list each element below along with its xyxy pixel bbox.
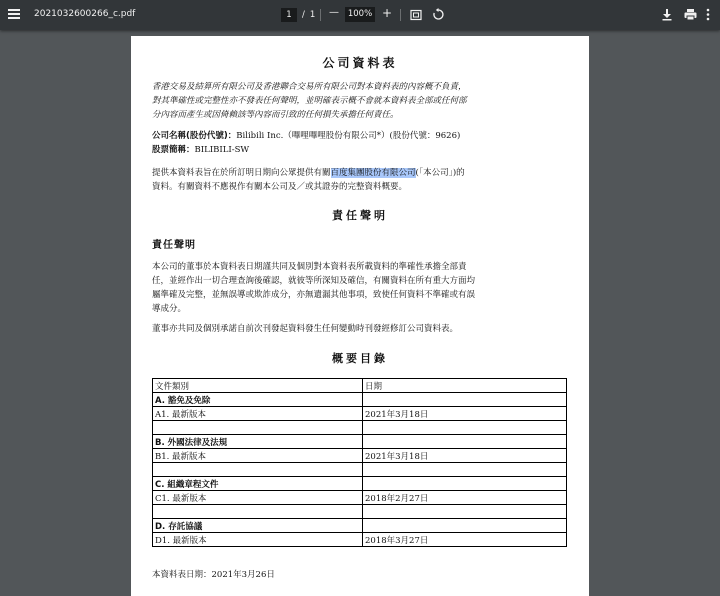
table-section-row bbox=[153, 519, 567, 533]
table-row bbox=[153, 407, 567, 421]
doc-type-cell: C1. 最新版本 bbox=[153, 491, 363, 505]
total-pages: 1 bbox=[309, 10, 316, 20]
responsibility-subheading: 責任聲明 bbox=[152, 240, 196, 251]
paragraph-line: 任，並經作出一切合理查詢後確認，就彼等所深知及確信，有關資料在所有重大方面均 bbox=[152, 276, 476, 286]
date-cell bbox=[363, 477, 567, 491]
more-vert-icon bbox=[706, 8, 710, 21]
responsibility-paragraph bbox=[152, 260, 577, 316]
page-separator: / bbox=[302, 10, 305, 20]
doc-type-cell bbox=[153, 505, 363, 519]
company-name-row bbox=[152, 129, 572, 143]
print-icon bbox=[684, 8, 697, 21]
doc-type-cell: A1. 最新版本 bbox=[153, 407, 363, 421]
company-name-value: Bilibili Inc.（嗶哩嗶哩股份有限公司*）(股份代號：9626) bbox=[236, 131, 461, 141]
table-section-row bbox=[153, 393, 567, 407]
stock-short-name-row bbox=[152, 143, 572, 157]
table-row bbox=[153, 449, 567, 463]
date-cell: 2018年2月27日 bbox=[363, 491, 567, 505]
page-number-input[interactable]: 1 bbox=[281, 8, 297, 22]
paragraph-line: 屬準確及完整，並無誤導或欺詐成分，亦無遺漏其他事項，致使任何資料不準確或有誤 bbox=[152, 290, 476, 300]
doc-type-cell: A. 豁免及免除 bbox=[153, 393, 363, 407]
table-row bbox=[153, 533, 567, 547]
paragraph-line: 導成分。 bbox=[152, 304, 187, 314]
summary-table bbox=[152, 378, 567, 547]
intro-text: 提供本資料表旨在於所訂明日期向公眾提供有關 bbox=[152, 168, 331, 178]
table-row bbox=[153, 463, 567, 477]
zoom-in-button[interactable]: + bbox=[381, 6, 393, 20]
download-icon bbox=[661, 8, 673, 21]
date-cell: 2018年3月27日 bbox=[363, 533, 567, 547]
rotate-button[interactable] bbox=[432, 8, 445, 24]
more-options-button[interactable] bbox=[706, 8, 710, 24]
document-title: 公司資料表 bbox=[322, 56, 398, 70]
doc-type-cell: D. 存託協議 bbox=[153, 519, 363, 533]
disclaimer-line: 分內容而產生或因倚賴該等內容而引致的任何損失承擔任何責任。 bbox=[152, 110, 399, 120]
paragraph-line: 本公司的董事於本資料表日期謹共同及個別對本資料表所載資料的準確性承擔全部責 bbox=[152, 262, 467, 272]
fit-to-page-button[interactable] bbox=[410, 9, 422, 24]
stock-short-value: BILIBILI-SW bbox=[194, 145, 250, 155]
date-cell bbox=[363, 393, 567, 407]
doc-type-cell bbox=[153, 421, 363, 435]
header-doc-type: 文件類別 bbox=[153, 379, 363, 393]
date-cell bbox=[363, 519, 567, 533]
table-row bbox=[153, 491, 567, 505]
intro-line: 資料。有關資料不應視作有關本公司及／或其證券的完整資料概要。 bbox=[152, 182, 408, 192]
table-section-row bbox=[153, 477, 567, 491]
header-date: 日期 bbox=[363, 379, 567, 393]
company-name-label: 公司名稱(股份代號)： bbox=[152, 131, 237, 141]
doc-type-cell: B. 外國法律及法規 bbox=[153, 435, 363, 449]
page-indicator bbox=[281, 7, 315, 23]
table-header-row bbox=[153, 379, 567, 393]
stock-short-label: 股票簡稱： bbox=[152, 145, 195, 155]
toolbar-divider bbox=[400, 9, 401, 21]
date-cell bbox=[363, 421, 567, 435]
table-section-row bbox=[153, 435, 567, 449]
download-button[interactable] bbox=[661, 8, 673, 24]
fit-page-icon bbox=[410, 9, 422, 21]
footer-date: 本資料表日期：2021年3月26日 bbox=[152, 570, 275, 580]
responsibility-heading: 責任聲明 bbox=[332, 209, 388, 222]
pdf-toolbar bbox=[0, 0, 720, 30]
company-info bbox=[152, 129, 572, 157]
disclaimer-line: 香港交易及結算所有限公司及香港聯合交易所有限公司對本資料表的內容概不負責， bbox=[152, 82, 467, 92]
table-row bbox=[153, 421, 567, 435]
date-cell: 2021年3月18日 bbox=[363, 407, 567, 421]
update-paragraph: 董事亦共同及個別承諾自前次刊發起資料發生任何變動時刊發經修訂公司資料表。 bbox=[152, 324, 459, 334]
date-cell bbox=[363, 435, 567, 449]
disclaimer-text bbox=[152, 80, 572, 122]
intro-text: (「本公司」)的 bbox=[415, 168, 465, 178]
doc-type-cell bbox=[153, 463, 363, 477]
zoom-level-input[interactable]: 100% bbox=[345, 7, 375, 22]
zoom-out-button[interactable]: — bbox=[329, 7, 339, 18]
doc-type-cell: D1. 最新版本 bbox=[153, 533, 363, 547]
disclaimer-line: 對其準確性或完整性亦不發表任何聲明，並明確表示概不會就本資料表全部或任何部 bbox=[152, 96, 467, 106]
doc-type-cell: C. 組織章程文件 bbox=[153, 477, 363, 491]
rotate-icon bbox=[432, 8, 445, 21]
table-row bbox=[153, 505, 567, 519]
toolbar-divider bbox=[320, 9, 321, 21]
summary-heading: 概要目錄 bbox=[332, 352, 388, 365]
intro-paragraph bbox=[152, 166, 577, 194]
doc-type-cell: B1. 最新版本 bbox=[153, 449, 363, 463]
menu-icon[interactable] bbox=[8, 9, 20, 21]
document-filename: 2021032600266_c.pdf bbox=[34, 9, 136, 19]
date-cell bbox=[363, 505, 567, 519]
intro-line bbox=[152, 166, 577, 180]
date-cell: 2021年3月18日 bbox=[363, 449, 567, 463]
print-button[interactable] bbox=[684, 8, 697, 24]
selected-text-highlight[interactable]: 百度集團股份有限公司 bbox=[330, 168, 416, 178]
date-cell bbox=[363, 463, 567, 477]
pdf-page bbox=[131, 36, 589, 596]
